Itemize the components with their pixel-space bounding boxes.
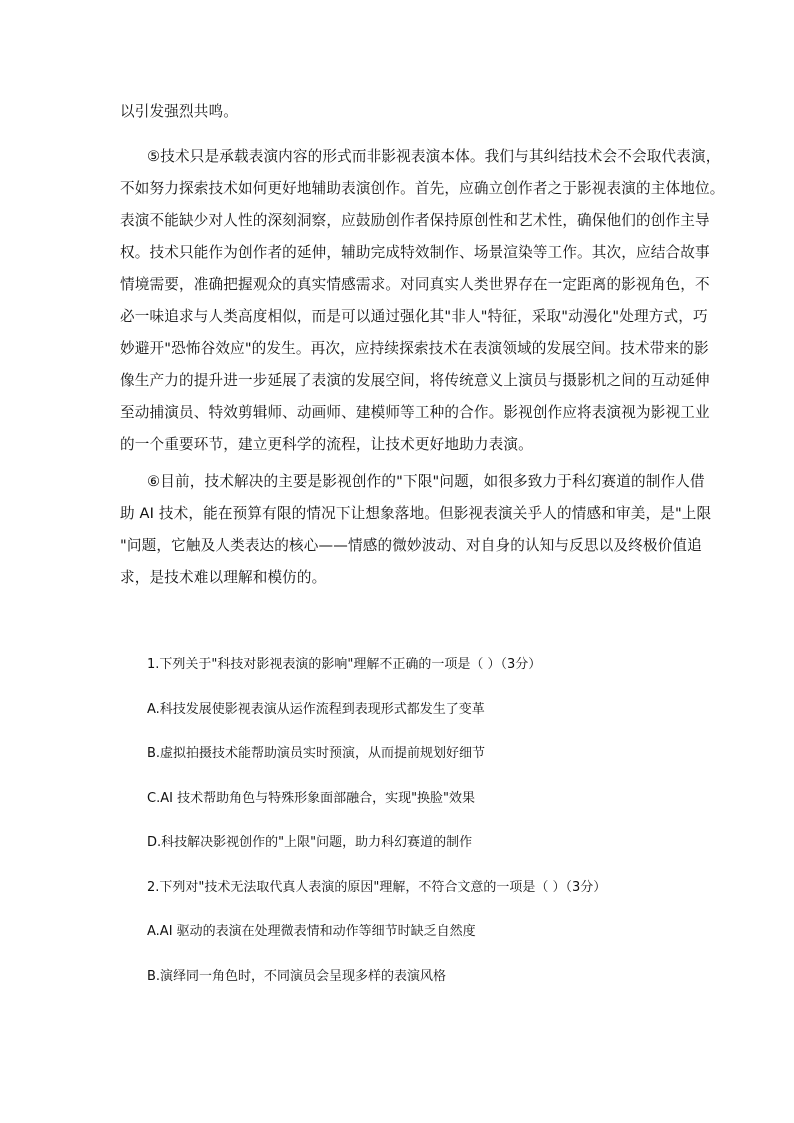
text-line: ⑤技术只是承载表演内容的形式而非影视表演本体。我们与其纠结技术会不会取代表演， — [147, 148, 721, 165]
question-stem: 1.下列关于"科技对影视表演的影响"理解不正确的一项是（ ）（3分） — [147, 657, 542, 672]
option-a: A.科技发展使影视表演从运作流程到表现形式都发生了变革 — [147, 702, 485, 717]
text-line: 以引发强烈共鸣。 — [120, 103, 238, 120]
text-line: 妙避开"恐怖谷效应"的发生。再次，应持续探索技术在表演领域的发展空间。技术带来的影 — [120, 340, 709, 357]
option-a: A.AI 驱动的表演在处理微表情和动作等细节时缺乏自然度 — [147, 924, 476, 939]
question-stem: 2.下列对"技术无法取代真人表演的原因"理解，不符合文意的一项是（ ）（3分） — [147, 880, 607, 895]
text-line: 必一味追求与人类高度相似，而是可以通过强化其"非人"特征，采取"动漫化"处理方式，巧 — [120, 308, 708, 325]
text-line: 权。技术只能作为创作者的延伸，辅助完成特效制作、场景渲染等工作。其次，应结合故事 — [120, 244, 710, 261]
text-line: 情境需要，准确把握观众的真实情感需求。对同真实人类世界存在一定距离的影视角色，不 — [120, 276, 710, 293]
text-line: "问题，它触及人类表达的核心——情感的微妙波动、对自身的认知与反思以及终极价值追 — [120, 537, 702, 554]
option-b: B.虚拟拍摄技术能帮助演员实时预演，从而提前规划好细节 — [147, 746, 486, 761]
text-line: 不如努力探索技术如何更好地辅助表演创作。首先，应确立创作者之于影视表演的主体地位。 — [120, 180, 725, 197]
text-line: 至动捕演员、特效剪辑师、动画师、建模师等工种的合作。影视创作应将表演视为影视工业 — [120, 404, 710, 421]
text-line: 像生产力的提升进一步延展了表演的发展空间，将传统意义上演员与摄影机之间的互动延伸 — [120, 372, 710, 389]
text-line: ⑥目前，技术解决的主要是影视创作的"下限"问题，如很多致力于科幻赛道的制作人借 — [147, 473, 705, 490]
text-line: 求，是技术难以理解和模仿的。 — [120, 569, 327, 586]
option-c: C.AI 技术帮助角色与特殊形象面部融合，实现"换脸"效果 — [147, 791, 476, 806]
option-d: D.科技解决影视创作的"上限"问题，助力科幻赛道的制作 — [147, 835, 473, 850]
text-line: 表演不能缺少对人性的深刻洞察，应鼓励创作者保持原创性和艺术性，确保他们的创作主导 — [120, 212, 710, 229]
text-line: 助 AI 技术，能在预算有限的情况下让想象落地。但影视表演关乎人的情感和审美，是"上限 — [120, 505, 712, 522]
option-b: B.演绎同一角色时，不同演员会呈现多样的表演风格 — [147, 969, 447, 984]
text-line: 的一个重要环节，建立更科学的流程，让技术更好地助力表演。 — [120, 436, 533, 453]
